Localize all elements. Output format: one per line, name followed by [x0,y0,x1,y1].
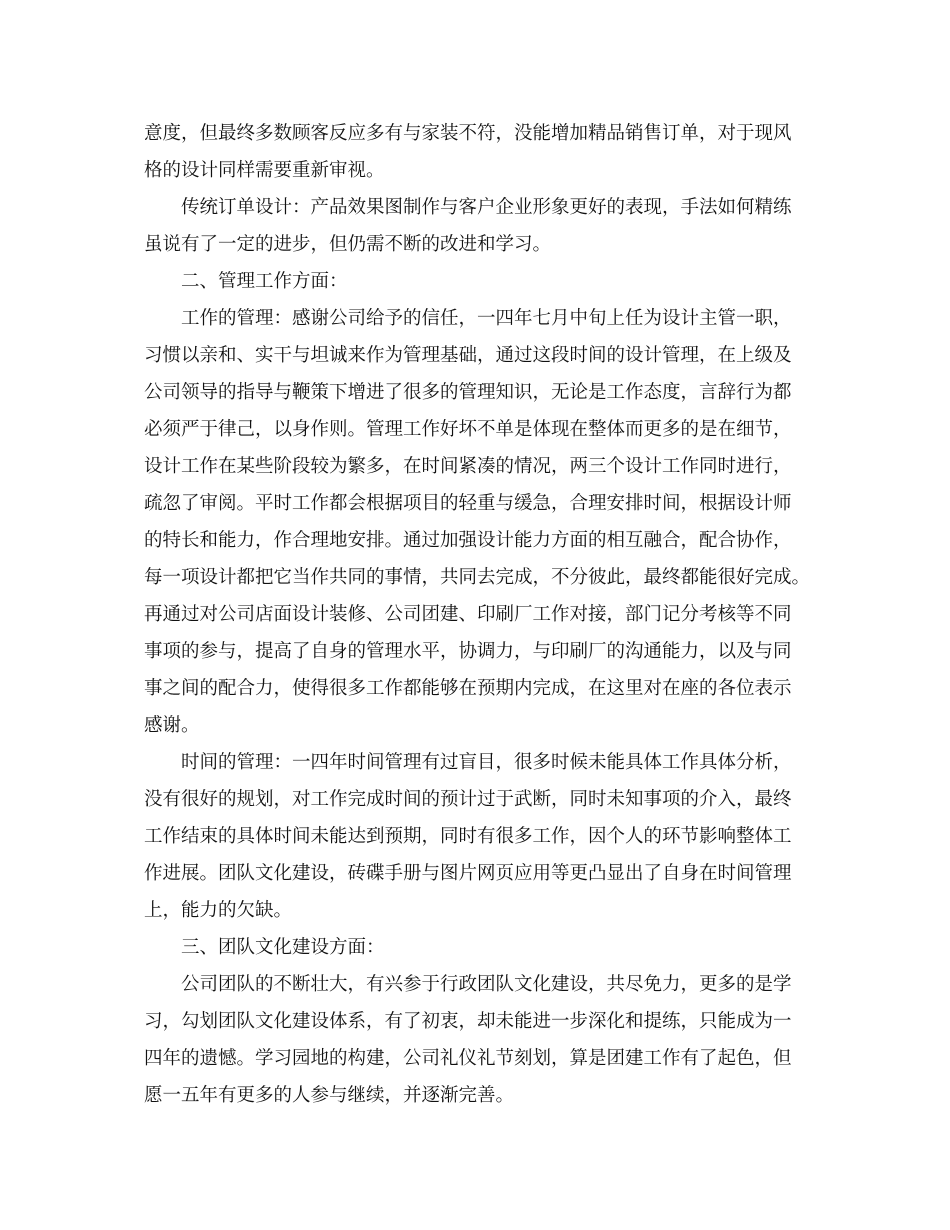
text-line: 设计工作在某些阶段较为繁多，在时间紧凑的情况，两三个设计工作同时进行， [144,456,792,477]
text-line: 事项的参与，提高了自身的管理水平，协调力，与印刷厂的沟通能力，以及与同 [144,641,792,662]
paragraph [144,189,814,263]
paragraph [144,300,814,744]
text-line: 必须严于律己，以身作则。管理工作好坏不单是体现在整体而更多的是在细节， [144,419,792,440]
text-line: 工作结束的具体时间未能达到预期，同时有很多工作，因个人的环节影响整体工 [144,826,792,847]
text-line: 公司团队的不断壮大，有兴参于行政团队文化建设，共尽免力，更多的是学 [181,974,792,995]
text-line: 意度，但最终多数顾客反应多有与家装不符，没能增加精品销售订单，对于现风 [144,123,792,144]
paragraph [144,263,814,300]
text-line: 工作的管理：感谢公司给予的信任，一四年七月中旬上任为设计主管一职， [181,308,792,329]
text-line: 习惯以亲和、实干与坦诚来作为管理基础，通过这段时间的设计管理，在上级及 [144,345,792,366]
text-line: 三、团队文化建设方面： [181,937,385,958]
text-line: 时间的管理：一四年时间管理有过盲目，很多时候未能具体工作具体分析， [181,752,792,773]
text-line: 公司领导的指导与鞭策下增进了很多的管理知识，无论是工作态度，言辞行为都 [144,382,792,403]
text-line: 疏忽了审阅。平时工作都会根据项目的轻重与缓急，合理安排时间，根据设计师 [144,493,792,514]
text-line: 愿一五年有更多的人参与继续，并逐渐完善。 [144,1085,515,1106]
text-line: 再通过对公司店面设计装修、公司团建、印刷厂工作对接，部门记分考核等不同 [144,604,792,625]
text-line: 感谢。 [144,715,200,736]
text-line: 二、管理工作方面： [181,271,348,292]
text-line: 传统订单设计：产品效果图制作与客户企业形象更好的表现，手法如何精练 [181,197,792,218]
paragraph [144,744,814,929]
paragraph [144,966,814,1114]
text-line: 没有很好的规划，对工作完成时间的预计过于武断，同时未知事项的介入，最终 [144,789,792,810]
paragraph [144,929,814,966]
document-body [144,115,814,1114]
text-line: 每一项设计都把它当作共同的事情，共同去完成，不分彼此，最终都能很好完成。 [144,567,811,588]
text-line: 作进展。团队文化建设，砖碟手册与图片网页应用等更凸显出了自身在时间管理 [144,863,792,884]
text-line: 格的设计同样需要重新审视。 [144,160,385,181]
text-line: 虽说有了一定的进步，但仍需不断的改进和学习。 [144,234,552,255]
text-line: 的特长和能力，作合理地安排。通过加强设计能力方面的相互融合，配合协作， [144,530,792,551]
text-line: 上，能力的欠缺。 [144,900,293,921]
paragraph [144,115,814,189]
text-line: 事之间的配合力，使得很多工作都能够在预期内完成，在这里对在座的各位表示 [144,678,792,699]
text-line: 习，勾划团队文化建设体系，有了初衷，却未能进一步深化和提练，只能成为一 [144,1011,792,1032]
text-line: 四年的遗憾。学习园地的构建，公司礼仪礼节刻划，算是团建工作有了起色，但 [144,1048,792,1069]
